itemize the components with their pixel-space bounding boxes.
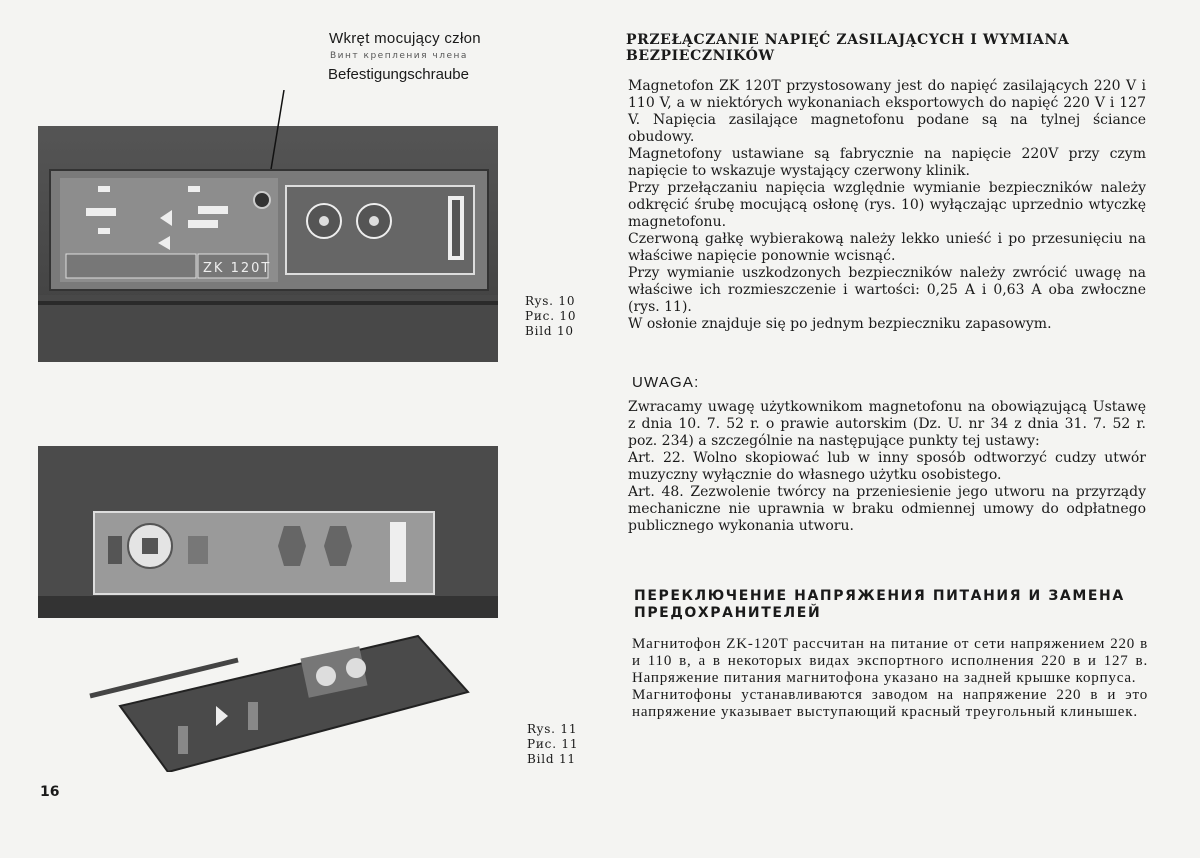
paragraph-ru-1: Магнитофон ZK-120T рассчитан на питание от сети напряжением 220 в и 110 в, а в некоторых видах экспортного исполнения 220 в и 127 в. Напряжение питания магнитофона указано на задней крышке корпуса. <box>632 636 1148 686</box>
panel-label-text: ZK 120T <box>203 261 272 276</box>
paragraph-pl-4: Czerwoną gałkę wybierakową należy lekko unieść i po przesunięciu na właściwe napięcie ponownie wcisnąć. <box>628 231 1146 264</box>
figure-11-label-de: Bild 11 <box>527 752 576 766</box>
mounting-screw <box>254 192 270 208</box>
caption-screw-pl: Wkręt mocujący człon <box>329 30 481 47</box>
paragraph-ru-2: Магнитофоны устанавливаются заводом на напряжение 220 в и это напряжение указывает выступающий красный треугольный клинышек. <box>632 687 1148 720</box>
caption-screw-de: Befestigungschraube <box>328 66 469 83</box>
uwaga-paragraph-3: Art. 48. Zezwolenie twórcy na przeniesienie jego utworu na przyrządy mechaniczne nie uprawnia w braku odmiennej umowy do odpłatnego publicznego wykonania utworu. <box>628 484 1146 534</box>
figure-10-label-ru: Рис. 10 <box>525 309 577 323</box>
figure-11-photo <box>38 446 498 772</box>
figure-10-label-de: Bild 10 <box>525 324 574 338</box>
uwaga-body <box>628 399 1146 535</box>
section-heading-pl: PRZEŁĄCZANIE NAPIĘĆ ZASILAJĄCYCH I WYMIANA BEZPIECZNIKÓW <box>626 32 1070 64</box>
page-number: 16 <box>40 784 60 800</box>
uwaga-paragraph-1: Zwracamy uwagę użytkownikom magnetofonu na obowiązującą Ustawę z dnia 10. 7. 52 r. o prawie autorskim (Dz. U. nr 34 z dnia 31. 7. 52 r. poz. 234) a szczególnie na następujące punkty tej ustawy: <box>628 399 1146 449</box>
section-heading-ru: ПЕРЕКЛЮЧЕНИЕ НАПРЯЖЕНИЯ ПИТАНИЯ И ЗАМЕНА ПРЕДОХРАНИТЕЛЕЙ <box>634 588 1125 621</box>
paragraph-pl-1: Magnetofon ZK 120T przystosowany jest do napięć zasilających 220 V i 110 V, a w niektórych wykonaniach eksportowych do napięć 220 V i 127 V. Napięcia zasilające magnetofonu podane są na tylnej ściance obudowy. <box>628 78 1146 145</box>
figure-11-label-ru: Рис. 11 <box>527 737 579 751</box>
caption-screw-ru: Винт крепления члена <box>330 51 468 61</box>
paragraph-pl-6: W osłonie znajduje się po jednym bezpieczniku zapasowym. <box>628 316 1052 332</box>
paragraph-pl-5: Przy wymianie uszkodzonych bezpieczników należy zwrócić uwagę na właściwe ich rozmieszczenie i wartości: 0,25 A i 0,63 A oba zwłoczne (rys. 11). <box>628 265 1146 315</box>
section-body-pl <box>628 78 1146 333</box>
paragraph-pl-3: Przy przełączaniu napięcia względnie wymianie bezpieczników należy odkręcić śrubę mocującą osłonę (rys. 10) wyłączając uprzednio wtyczkę magnetofonu. <box>628 180 1146 230</box>
section-body-ru <box>632 636 1148 721</box>
figure-10-label-pl: Rys. 10 <box>525 294 576 308</box>
paragraph-pl-2: Magnetofony ustawiane są fabrycznie na napięcie 220V przy czym napięcie to wskazuje wystający czerwony klinik. <box>628 146 1146 179</box>
uwaga-title: UWAGA: <box>632 374 700 391</box>
figure-10-caption <box>525 294 576 339</box>
uwaga-paragraph-2: Art. 22. Wolno skopiować lub w inny sposób odtworzyć cudzy utwór muzyczny wyłącznie do własnego użytku osobistego. <box>628 450 1146 483</box>
figure-10-photo <box>38 90 498 362</box>
figure-11-label-pl: Rys. 11 <box>527 722 578 736</box>
figure-11-caption <box>527 722 578 767</box>
